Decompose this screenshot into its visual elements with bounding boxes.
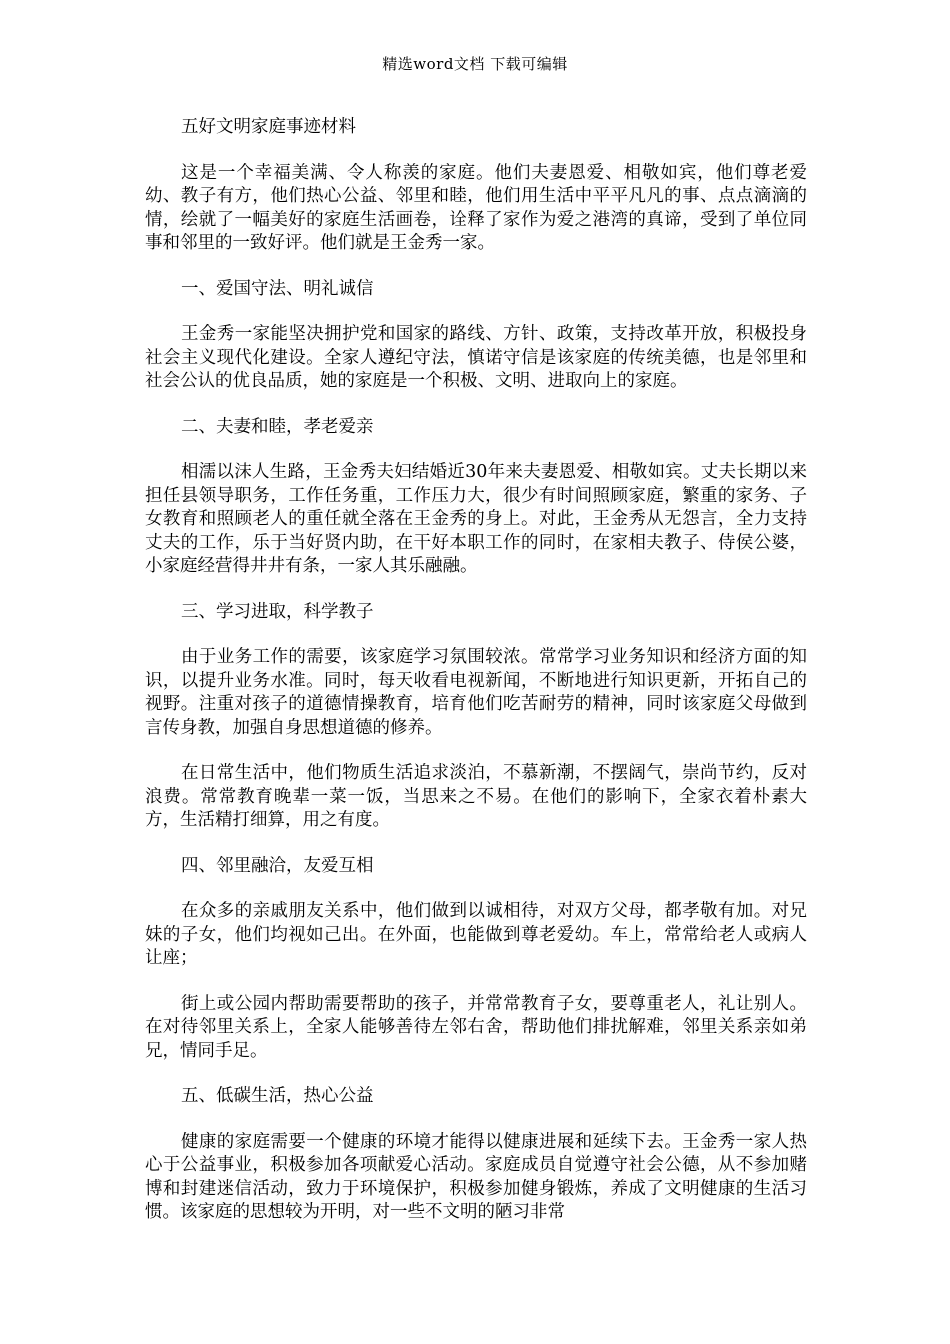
document-title: 五好文明家庭事迹材料: [181, 117, 356, 137]
paragraph: 相濡以沫人生路，王金秀夫妇结婚近30年来夫妻恩爱、相敬如宾。丈夫长期以来担任县领导职务，工作任务重，工作压力大，很少有时间照顾家庭，繁重的家务、子女教育和照顾老人的重任就全落在王金秀的身上。对此，王金秀从无怨言，全力支持丈夫的工作，乐于当好贤内助，在干好本职工作的同时，在家相夫教子、侍侯公婆，小家庭经营得井井有条，一家人其乐融融。: [145, 462, 807, 576]
section-heading-1: 一、爱国守法、明礼诚信: [181, 278, 374, 299]
document-body: [145, 116, 807, 1247]
section-heading-2: 二、夫妻和睦，孝老爱亲: [181, 416, 374, 437]
paragraph: 在日常生活中，他们物质生活追求淡泊，不慕新潮，不摆阔气，崇尚节约，反对浪费。常常教育晚辈一菜一饭，当思来之不易。在他们的影响下，全家衣着朴素大方，生活精打细算，用之有度。: [145, 763, 807, 830]
section-heading-4: 四、邻里融洽，友爱互相: [181, 855, 374, 876]
paragraph-intro: 这是一个幸福美满、令人称羡的家庭。他们夫妻恩爱、相敬如宾，他们尊老爱幼、教子有方，他们热心公益、邻里和睦，他们用生活中平平凡凡的事、点点滴滴的情，绘就了一幅美好的家庭生活画卷，诠释了家作为爱之港湾的真谛，受到了单位同事和邻里的一致好评。他们就是王金秀一家。: [145, 162, 807, 253]
page-header: 精选word文档 下载可编辑: [382, 55, 568, 73]
paragraph: 由于业务工作的需要，该家庭学习氛围较浓。常常学习业务知识和经济方面的知识，以提升业务水准。同时，每天收看电视新闻，不断地进行知识更新，开拓自己的视野。注重对孩子的道德情操教育，培育他们吃苦耐劳的精神，同时该家庭父母做到言传身教，加强自身思想道德的修养。: [145, 647, 807, 738]
paragraph: 街上或公园内帮助需要帮助的孩子，并常常教育子女，要尊重老人，礼让别人。在对待邻里关系上，全家人能够善待左邻右舍，帮助他们排扰解难，邻里关系亲如弟兄，情同手足。: [145, 993, 807, 1061]
paragraph: 王金秀一家能坚决拥护党和国家的路线、方针、政策，支持改革开放，积极投身社会主义现代化建设。全家人遵纪守法，慎诺守信是该家庭的传统美德，也是邻里和社会公认的优良品质，她的家庭是一个积极、文明、进取向上的家庭。: [145, 324, 807, 391]
paragraph: 健康的家庭需要一个健康的环境才能得以健康进展和延续下去。王金秀一家人热心于公益事业，积极参加各项献爱心活动。家庭成员自觉遵守社会公德，从不参加赌博和封建迷信活动，致力于环境保护，积极参加健身锻炼，养成了文明健康的生活习惯。该家庭的思想较为开明，对一些不文明的陋习非常: [145, 1131, 807, 1222]
section-heading-3: 三、学习进取，科学教子: [181, 601, 374, 622]
paragraph: 在众多的亲戚朋友关系中，他们做到以诚相待，对双方父母，都孝敬有加。对兄妹的子女，他们均视如己出。在外面，也能做到尊老爱幼。车上，常常给老人或病人让座；: [145, 901, 807, 968]
section-heading-5: 五、低碳生活，热心公益: [181, 1086, 374, 1106]
